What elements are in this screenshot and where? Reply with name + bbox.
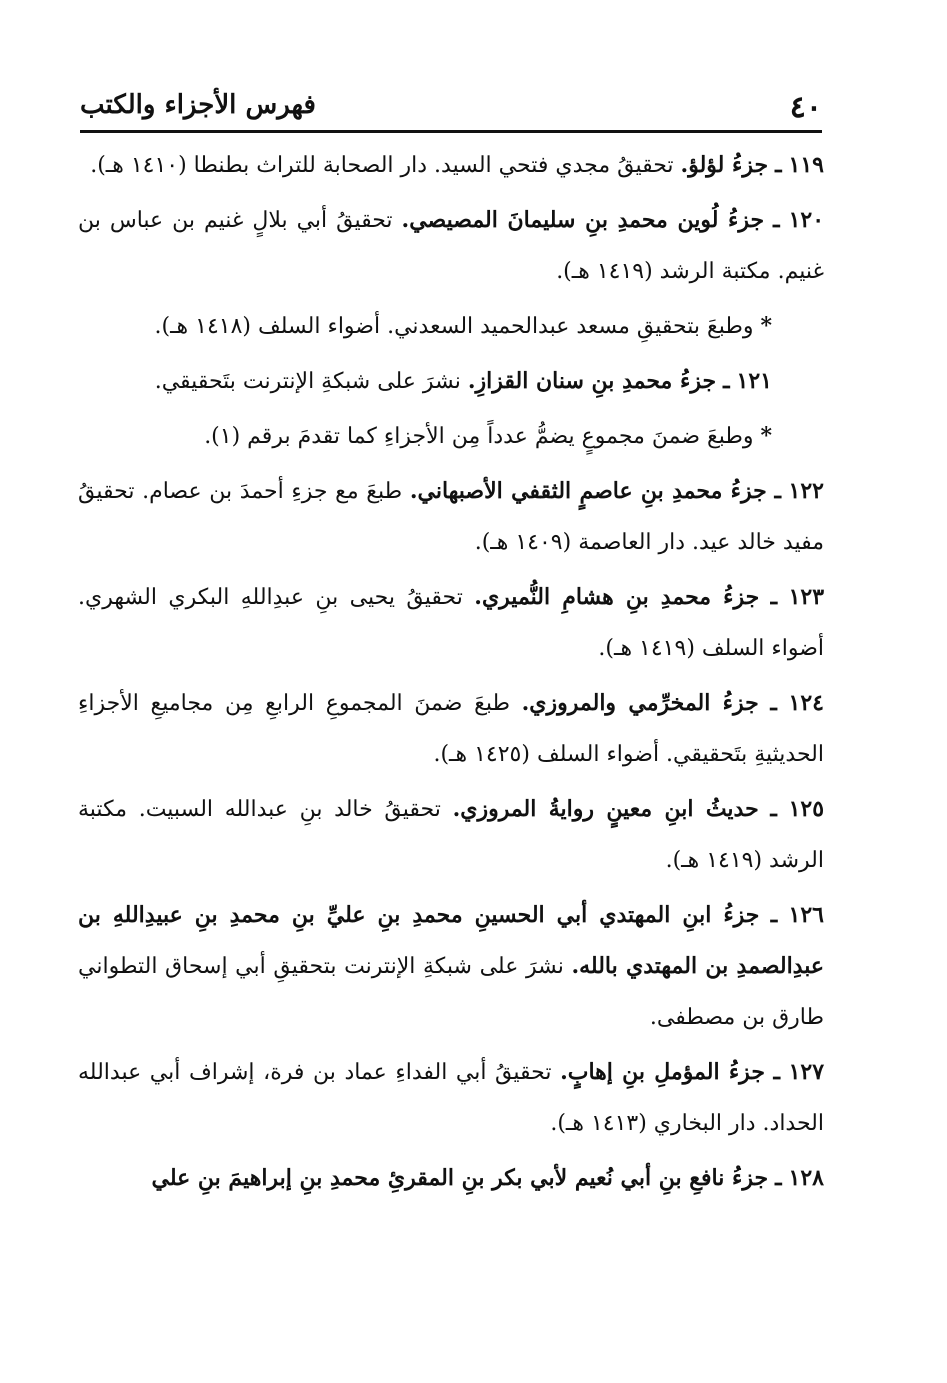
entry-dash: ـ <box>774 478 781 504</box>
entry-dash: ـ <box>775 152 782 178</box>
entry-dash: ـ <box>773 1059 780 1085</box>
entry-title: جزءُ نافعِ بنِ أبي نُعيم لأبي بكر بنِ المقرئِ محمدِ بنِ إبراهيمَ بنِ علي <box>151 1165 769 1191</box>
entry-title: جزءُ المؤملِ بنِ إهابٍ. <box>560 1059 765 1085</box>
entry-119 <box>78 140 824 191</box>
entry-title: جزءُ محمدِ بنِ عاصمٍ الثقفي الأصبهاني. <box>409 478 767 504</box>
running-title: فهرس الأجزاء والكتب <box>80 90 316 120</box>
entry-125 <box>78 784 824 886</box>
entry-note <box>78 411 824 462</box>
entry-dash: ـ <box>723 368 730 394</box>
note-text: وطبعَ ضمنَ مجموعٍ يضمُّ عدداً مِن الأجزاءِ كما تقدمَ برقم (١). <box>204 424 754 449</box>
entry-126 <box>78 890 824 1043</box>
entry-number: ١٢٢ <box>788 478 824 504</box>
entries-list <box>78 140 824 1208</box>
entry-128 <box>78 1153 824 1204</box>
entry-title: جزءُ المخرِّمي والمروزي. <box>521 690 759 716</box>
entry-number: ١١٩ <box>788 152 824 178</box>
entry-dash: ـ <box>770 584 778 610</box>
entry-text: تحقيقُ يحيى بنِ عبدِاللهِ البكري الشهري. أضواء السلف (١٤١٩ هـ). <box>78 585 824 661</box>
note-marker: * <box>760 423 772 449</box>
entry-121 <box>78 356 824 407</box>
entry-title: جزءُ محمدِ بنِ هشامِ النُّميري. <box>474 584 760 610</box>
entry-text: تحقيقُ خالد بنِ عبدالله السبيت. مكتبة الرشد (١٤١٩ هـ). <box>78 797 824 873</box>
entry-number: ١٢٥ <box>788 796 825 822</box>
entry-title: جزءُ لؤلؤ. <box>680 152 769 178</box>
entry-note <box>78 301 824 352</box>
entry-number: ١٢٧ <box>788 1059 825 1085</box>
entry-number: ١٢٤ <box>788 690 824 716</box>
entry-127 <box>78 1047 824 1149</box>
entry-number: ١٢٠ <box>788 207 825 233</box>
entry-number: ١٢٨ <box>788 1165 824 1191</box>
entry-number: ١٢٦ <box>788 902 824 928</box>
entry-text: تحقيقُ مجدي فتحي السيد. دار الصحابة للتراث بطنطا (١٤١٠ هـ). <box>90 153 674 178</box>
entry-123 <box>78 572 824 674</box>
note-marker: * <box>760 313 772 339</box>
entry-dash: ـ <box>770 902 778 928</box>
entry-text: تحقيقُ أبي بلالٍ غنيم بن عباس بن غنيم. مكتبة الرشد (١٤١٩ هـ). <box>78 208 824 284</box>
entry-dash: ـ <box>770 690 777 716</box>
entry-title: جزءُ لُوين محمدِ بنِ سليمانَ المصيصي. <box>401 207 765 233</box>
entry-dash: ـ <box>775 1165 782 1191</box>
entry-122 <box>78 466 824 568</box>
entry-dash: ـ <box>770 796 777 822</box>
page-header <box>80 86 822 126</box>
entry-title: جزءُ ابنِ المهتدي أبي الحسينِ محمدِ بنِ عليِّ بنِ محمدِ بنِ عبيدِاللهِ بن عبدِالصمدِ بن المهتدي بالله. <box>78 902 824 979</box>
entry-title: حديثُ ابنِ معينٍ روايةُ المروزي. <box>452 796 759 822</box>
entry-text: طبعَ مع جزءِ أحمدَ بن عصام. تحقيقُ مفيد خالد عيد. دار العاصمة (١٤٠٩ هـ). <box>78 479 824 555</box>
entry-124 <box>78 678 824 780</box>
entry-text: نشرَ على شبكةِ الإنترنت بتحقيقِ أبي إسحاق التطواني طارق بن مصطفى. <box>78 954 824 1030</box>
entry-title: جزءُ محمدِ بنِ سنان القزازِ. <box>467 368 717 394</box>
entry-text: طبعَ ضمنَ المجموعِ الرابعِ مِن مجاميعِ الأجزاءِ الحديثيةِ بتَحقيقي. أضواء السلف (١٤٢٥ هـ). <box>78 691 824 767</box>
entry-number: ١٢٣ <box>788 584 825 610</box>
entry-120 <box>78 195 824 297</box>
page-number: ٤٠ <box>789 90 822 125</box>
entry-text: تحقيقُ أبي الفداءِ عماد بن فرة، إشراف أبي عبدالله الحداد. دار البخاري (١٤١٣ هـ). <box>78 1060 824 1136</box>
note-text: وطبعَ بتحقيقِ مسعد عبدالحميد السعدني. أضواء السلف (١٤١٨ هـ). <box>154 314 754 339</box>
entry-text: نشرَ على شبكةِ الإنترنت بتَحقيقي. <box>154 369 461 394</box>
header-rule <box>80 130 822 133</box>
entry-number: ١٢١ <box>736 368 772 394</box>
entry-dash: ـ <box>773 207 780 233</box>
